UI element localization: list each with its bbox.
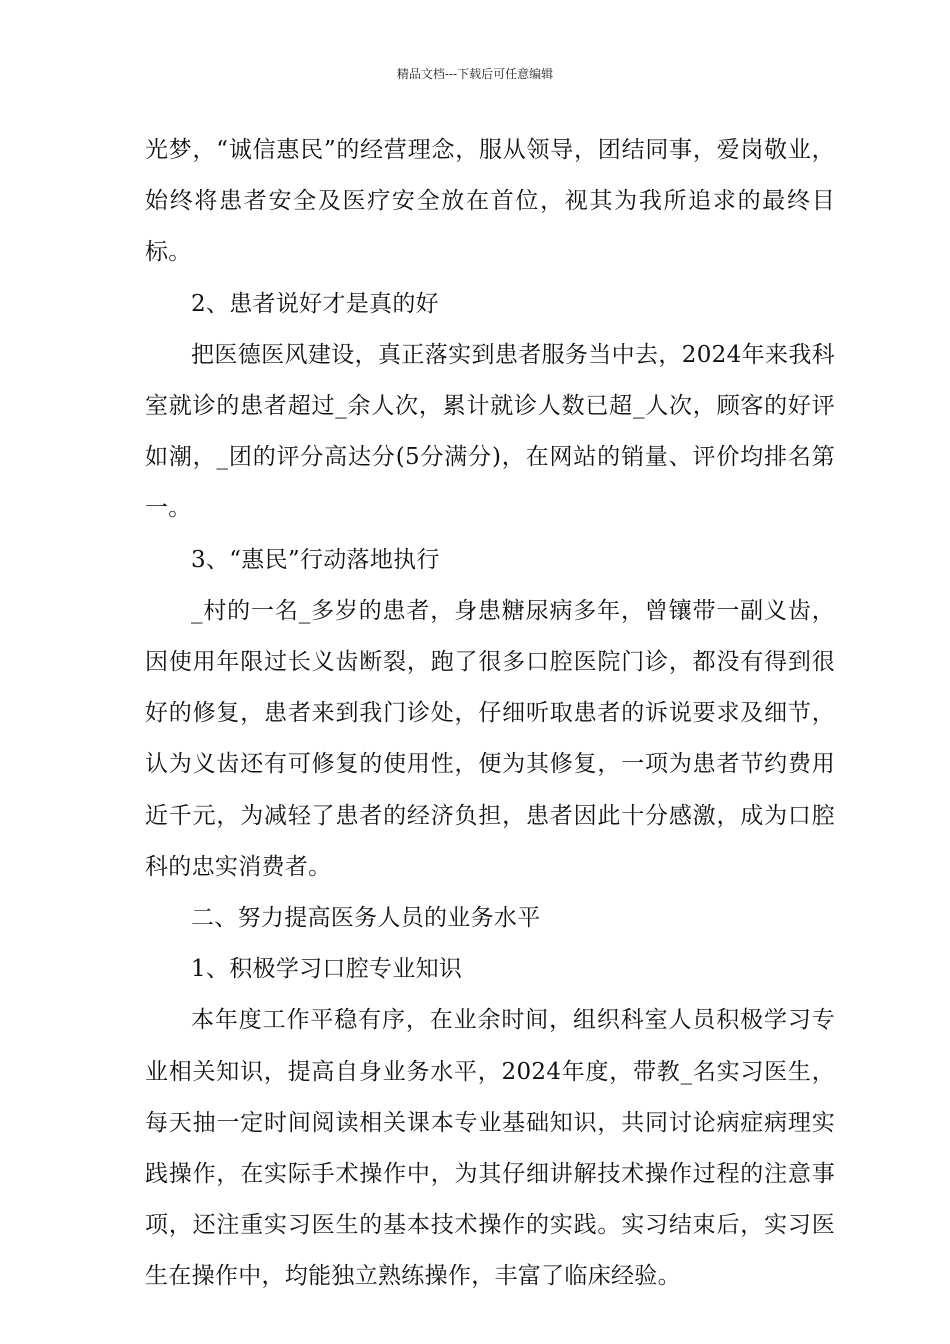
document-body <box>145 125 835 1303</box>
paragraph-annual-work: 本年度工作平稳有序，在业余时间，组织科室人员积极学习专业相关知识，提高自身业务水平，2024年度，带教_名实习医生，每天抽一定时间阅读相关课本专业基础知识，共同讨论病症病理实践操作，在实际手术操作中，为其仔细讲解技术操作过程的注意事项，还注重实习医生的基本技术操作的实践。实习结束后，实习医生在操作中，均能独立熟练操作，丰富了临床经验。 <box>145 1007 835 1290</box>
subheading-learn-knowledge: 1、积极学习口腔专业知识 <box>191 956 463 983</box>
subheading-patient-praise: 2、患者说好才是真的好 <box>191 290 439 317</box>
page-header: 精品文档---下载后可任意编辑 <box>396 67 554 81</box>
paragraph-medical-ethics: 把医德医风建设，真正落实到患者服务当中去，2024年来我科室就诊的患者超过_余人次，累计就诊人数已超_人次，顾客的好评如潮，_团的评分高达分(5分满分)，在网站的销量、评价均排名第一。 <box>145 341 835 522</box>
paragraph-continuation: 光梦，“诚信惠民”的经营理念，服从领导，团结同事，爱岗敬业，始终将患者安全及医疗安全放在首位，视其为我所追求的最终目标。 <box>145 137 835 266</box>
subheading-huimin-action: 3、“惠民”行动落地执行 <box>191 546 440 573</box>
section-heading-improve-skills: 二、努力提高医务人员的业务水平 <box>191 905 541 932</box>
paragraph-patient-case: _村的一名_多岁的患者，身患糖尿病多年，曾镶带一副义齿，因使用年限过长义齿断裂，跑了很多口腔医院门诊，都没有得到很好的修复，患者来到我门诊处，仔细听取患者的诉说要求及细节，认为义齿还有可修复的使用性，便为其修复，一项为患者节约费用近千元，为减轻了患者的经济负担，患者因此十分感激，成为口腔科的忠实消费者。 <box>145 597 835 880</box>
